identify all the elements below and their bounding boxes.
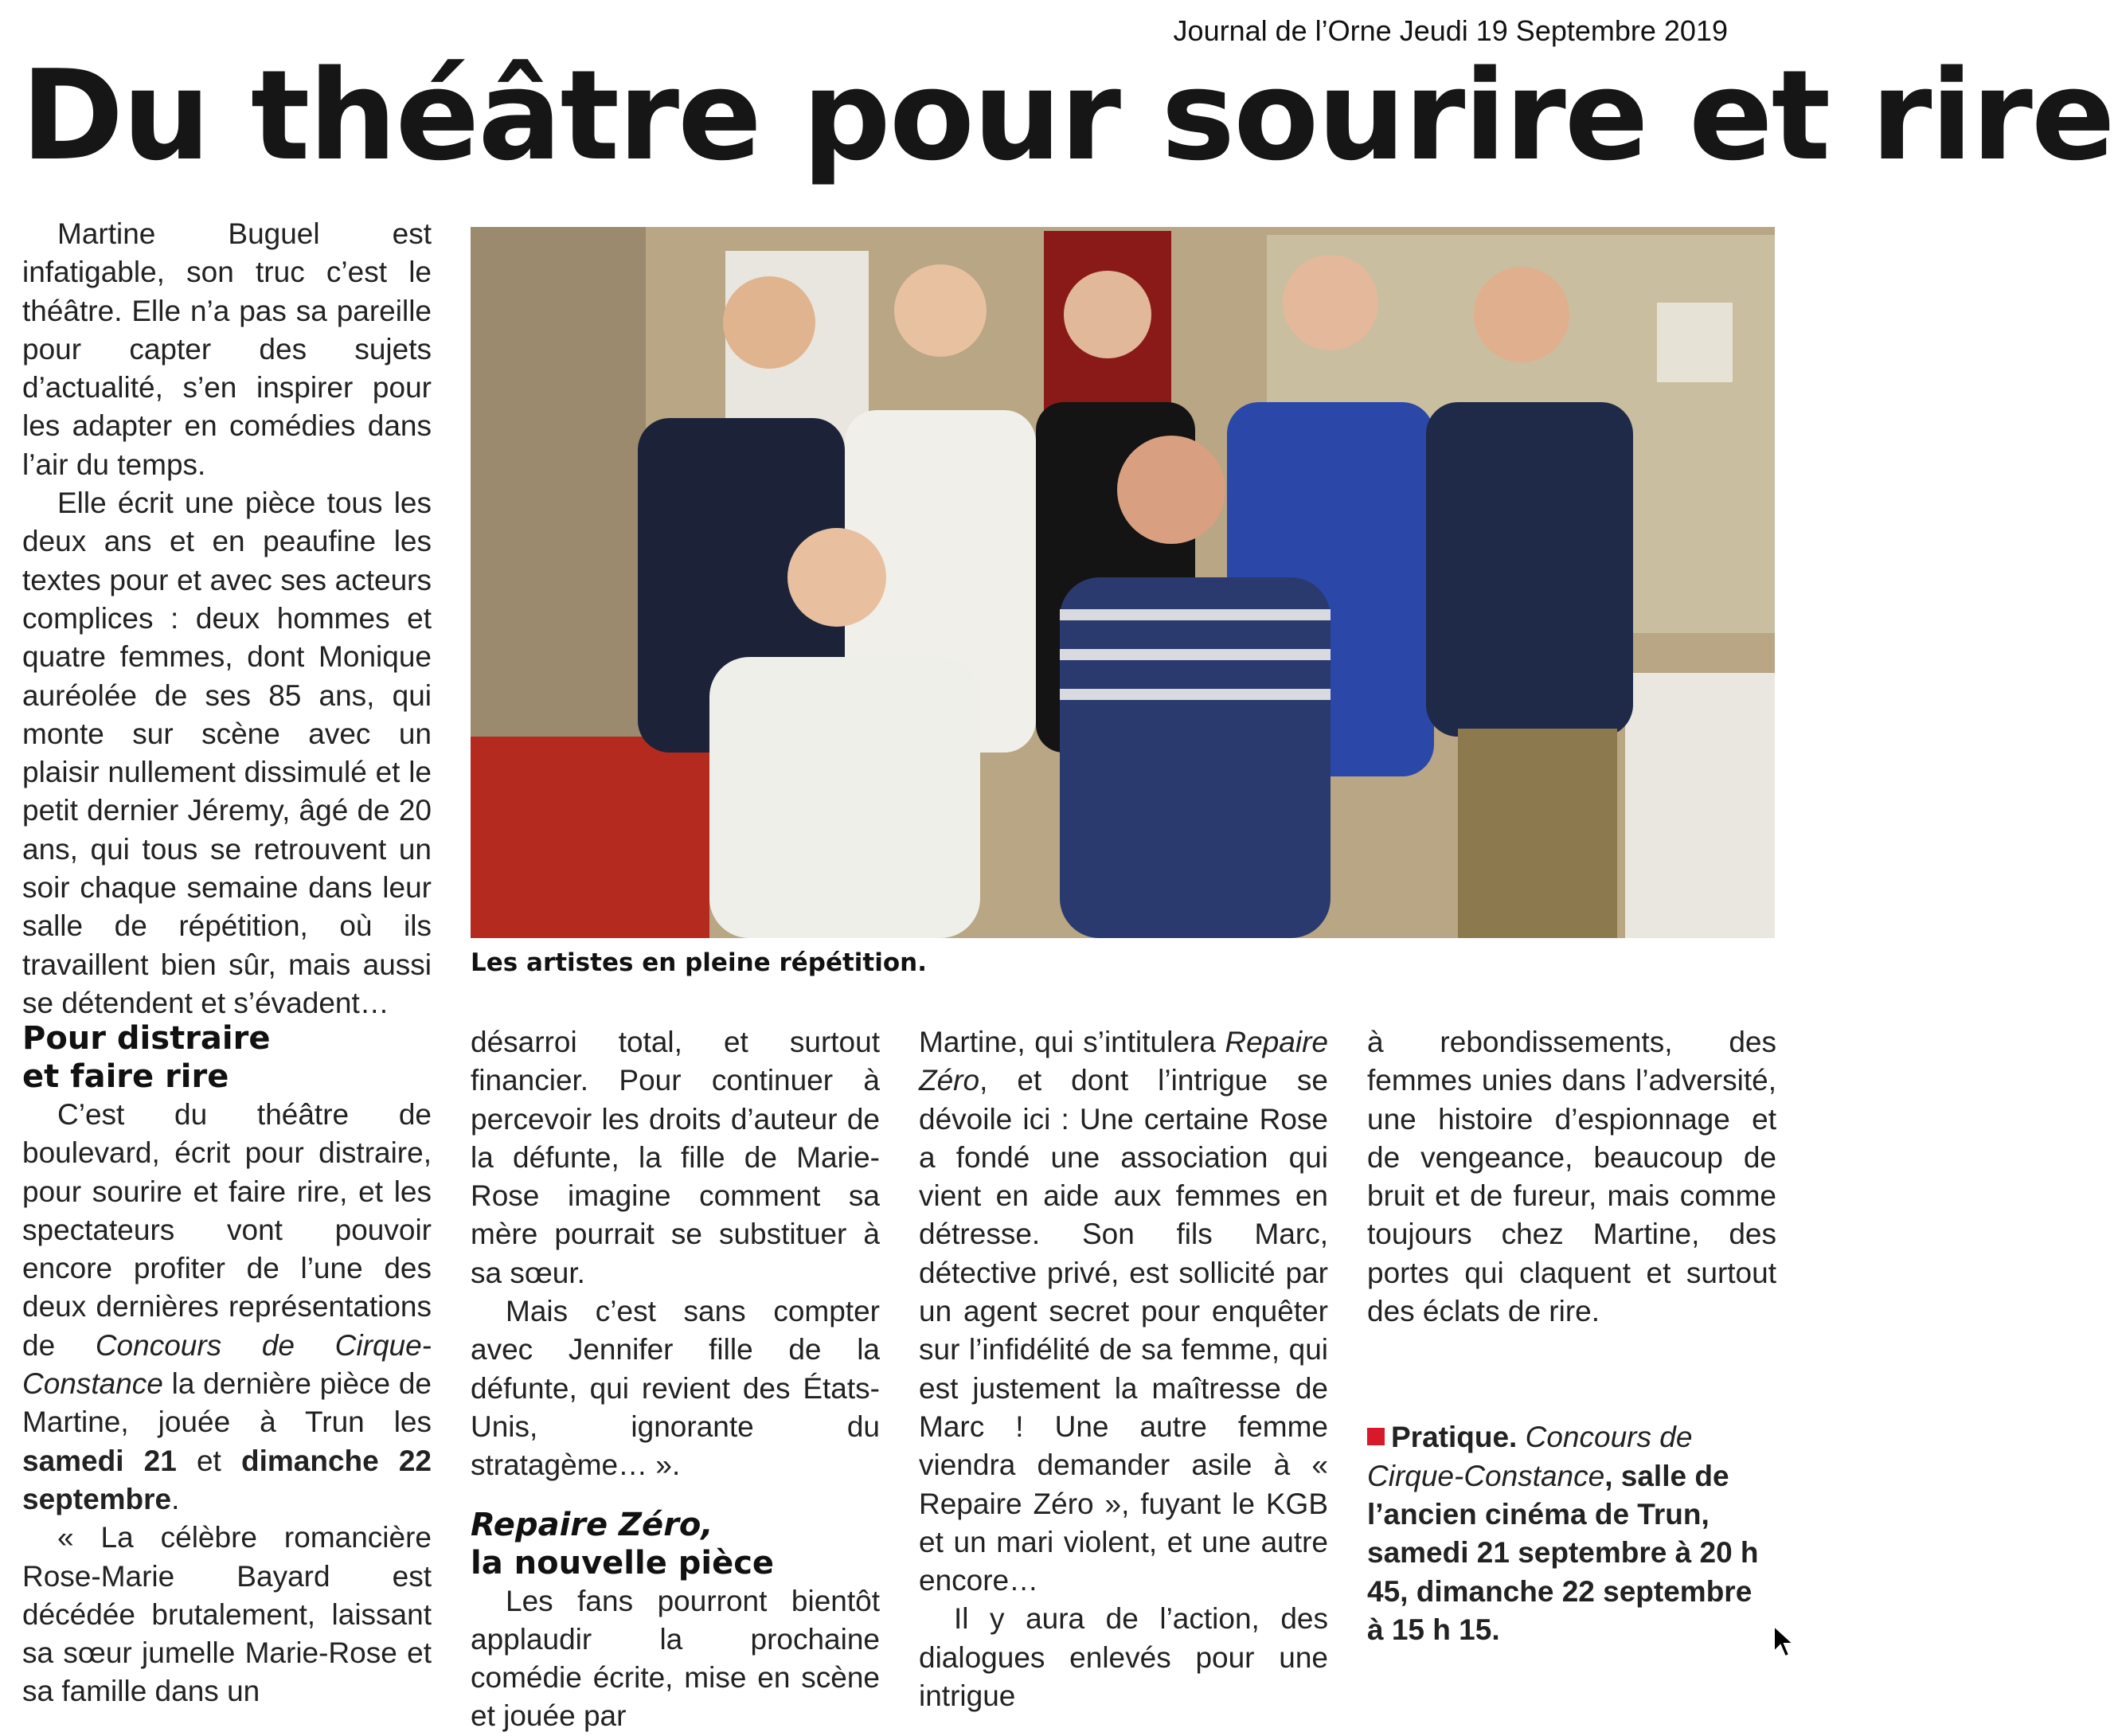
text-run: la dernière pièce de Martine, jouée à Trun les [22,1367,432,1439]
synopsis-paragraph-cont: désarroi total, et surtout financier. Pour continuer à percevoir les droits d’auteur de la défunte, la fille de Marie-Rose imagine comment sa mère pourrait se substituer à sa sœur. [471,1026,880,1289]
intro-paragraph-1: Martine Buguel est infatigable, son truc c’est le théâtre. Elle n’a pas sa pareille pour capter des sujets d’actualité, s’en inspirer pour les adapter en comédies dans l’air du temps. [22,217,432,481]
cast-photo-illustration [471,227,1775,938]
text-run: . [171,1482,180,1515]
pratique-title: Concours de Cirque-Constance [1367,1421,1693,1492]
play-title: Repaire Zéro [919,1026,1328,1097]
text-run: , et dont l’intrigue se dévoile ici : Une certaine Rose a fondé une association qui vient en aide aux femmes en détresse. Son fils Marc, détective privé, est sollicité par un agent secret pour enquêter sur l’infidélité de sa femme, qui est justement la maîtresse de Marc ! Une autre femme viendra demander asile à « Repaire Zéro », fuyant le KGB et un mari violent, et une autre encore… [919,1064,1328,1597]
dateline: Journal de l’Orne Jeudi 19 Septembre 2019 [1173,14,1728,47]
pratique-box [1367,1418,1776,1649]
intro-paragraph-2: Elle écrit une pièce tous les deux ans et en peaufine les textes pour et avec ses acteurs complices : deux hommes et quatre femmes, dont Monique auréolée de ses 85 ans, qui monte sur scène avec un plaisir nullement dissimulé et le petit dernier Jéremy, âgé de 20 ans, qui tous se retrouvent un soir chaque semaine dans leur salle de répétition, où ils travaillent bien sûr, mais aussi se détendent et s’évadent… [22,487,432,1019]
column-1 [22,215,432,1022]
pratique-label: Pratique. [1391,1421,1518,1454]
column-1-lower [22,1019,432,1711]
column-3 [919,1023,1328,1715]
text-run: C’est du théâtre de boulevard, écrit pour distraire, pour sourire et faire rire, et les spectateurs vont pouvoir encore profiter de l’une des deux dernières représentations de [22,1098,432,1362]
column-4 [1367,1023,1776,1649]
text-run: et [176,1444,241,1477]
subheading-line-1: Pour distraire [22,1020,271,1057]
date-bold: samedi 21 [22,1444,177,1477]
action-paragraph: Il y aura de l’action, des dialogues enlevés pour une intrigue [919,1602,1328,1713]
subheading-italic: Repaire Zéro, [471,1506,713,1543]
column-2 [471,1023,880,1736]
pratique-text: , salle de l’ancien cinéma de Trun, samedi 21 septembre à 20 h 45, dimanche 22 septembre à 15 h 15. [1367,1459,1759,1646]
play-title: Concours de Cirque-Constance [22,1328,432,1401]
synopsis-paragraph-start: « La célèbre romancière Rose-Marie Bayard est décédée brutalement, laissant sa sœur jumelle Marie-Rose et sa famille dans un [22,1521,432,1708]
fans-paragraph: Les fans pourront bientôt applaudir la prochaine comédie écrite, mise en scène et jouée par [471,1584,880,1733]
subheading-rest: la nouvelle pièce [471,1544,775,1582]
mouse-cursor-icon [1772,1625,1796,1658]
jennifer-paragraph: Mais c’est sans compter avec Jennifer fille de la défunte, qui revient des États-Unis, ignorante du stratagème… ». [471,1295,880,1482]
date-bold: dimanche 22 septembre [22,1444,432,1515]
rebondissements-paragraph: à rebondissements, des femmes unies dans l’adversité, une histoire d’espionnage et de vengeance, beaucoup de bruit et de fureur, mais comme toujours chez Martine, des portes qui claquent et surtout des éclats de rire. [1367,1026,1776,1328]
boulevard-paragraph [22,1096,432,1519]
plot-paragraph [919,1023,1328,1600]
subheading-line-2: et faire rire [22,1058,229,1095]
subheading-repaire-zero [471,1506,880,1582]
pratique-marker [1367,1428,1385,1445]
photo-caption: Les artistes en pleine répétition. [471,948,928,977]
text-run: Martine, qui s’intitulera [919,1026,1225,1058]
subheading-pour-distraire [22,1019,432,1096]
cast-photo [471,227,1775,938]
headline: Du théâtre pour sourire et rire [21,43,2114,188]
